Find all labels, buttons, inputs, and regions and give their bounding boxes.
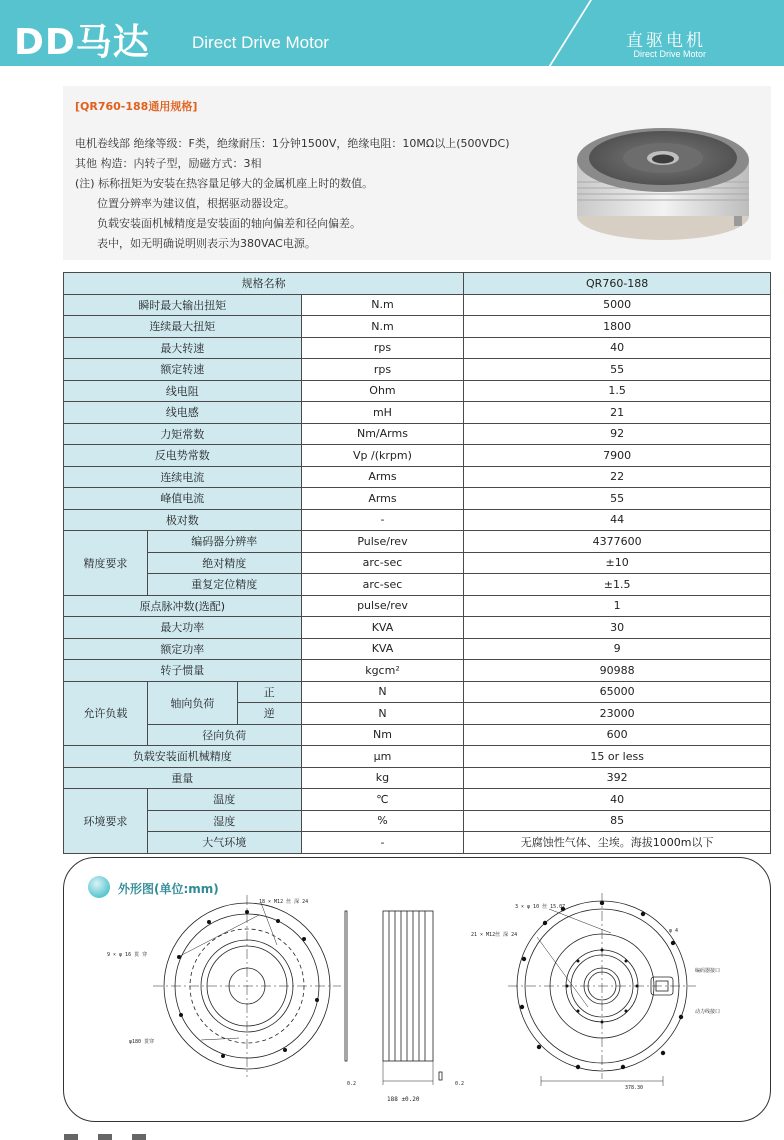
table-row [64,681,771,703]
spec-notes [75,134,575,254]
table-label-cell: 瞬时最大输出扭矩 [64,294,302,316]
table-cell: 92 [464,423,771,445]
table-cell: 30 [464,617,771,639]
table-cell: 1.5 [464,380,771,402]
table-label-cell: 重复定位精度 [147,574,301,596]
note-line: 其他 构造：内转子型，励磁方式：3相 [75,157,262,170]
table-row [64,660,771,682]
table-label-cell: 额定功率 [64,638,302,660]
label-height: 188 ±0.20 [387,1096,420,1103]
table-cell: ±10 [464,552,771,574]
table-row [64,574,771,596]
table-row [64,746,771,768]
table-row [64,531,771,553]
table-cell: 23000 [464,703,771,725]
table-label-cell: 轴向负荷 [147,681,237,724]
table-row [64,810,771,832]
table-label-cell: 重量 [64,767,302,789]
table-label-cell: 径向负荷 [147,724,301,746]
table-row [64,316,771,338]
note-line: (注) 标称扭矩为安装在热容量足够大的金属机座上时的数值。 [75,177,374,190]
table-label-cell: 线电阻 [64,380,302,402]
table-cell: 600 [464,724,771,746]
table-row [64,595,771,617]
table-cell: Nm/Arms [301,423,464,445]
note-line: 位置分辨率为建议值，根据驱动器设定。 [97,197,295,210]
table-row [64,638,771,660]
outline-drawing [63,857,771,1122]
table-cell: 392 [464,767,771,789]
table-row [64,359,771,381]
group-precision: 精度要求 [64,531,148,596]
table-label-cell: 连续最大扭矩 [64,316,302,338]
table-label-cell: 温度 [147,789,301,811]
table-cell: rps [301,337,464,359]
header-category-en: Direct Drive Motor [633,49,706,59]
table-label-cell: 连续电流 [64,466,302,488]
table-cell: 7900 [464,445,771,467]
table-cell: KVA [301,617,464,639]
header-category: 直驱电机 [626,31,706,51]
table-cell: 4377600 [464,531,771,553]
label-encoder-port: 编码器接口 [695,968,721,974]
table-cell: 90988 [464,660,771,682]
header-divider [541,0,592,78]
table-cell: 44 [464,509,771,531]
table-row [64,294,771,316]
table-cell: 40 [464,789,771,811]
table-cell: N.m [301,316,464,338]
table-label-cell: 反电势常数 [64,445,302,467]
table-cell: 无腐蚀性气体、尘埃。海拔1000m以下 [464,832,771,854]
table-row [64,402,771,424]
table-label-cell: 编码器分辨率 [147,531,301,553]
table-cell: arc-sec [301,574,464,596]
group-load: 允许负载 [64,681,148,746]
table-cell: kgcm² [301,660,464,682]
table-row [64,380,771,402]
motor-product-photo [568,108,758,243]
table-cell: - [301,509,464,531]
group-environment: 环境要求 [64,789,148,854]
table-label-cell: 负载安装面机械精度 [64,746,302,768]
table-cell: pulse/rev [301,595,464,617]
table-cell: Arms [301,466,464,488]
table-cell: 22 [464,466,771,488]
label-center-bore: φ180 贯穿 [129,1039,155,1045]
header-model: QR760-188 [464,273,771,295]
table-cell: Vp /(krpm) [301,445,464,467]
table-cell: Pulse/rev [301,531,464,553]
table-cell: 1 [464,595,771,617]
table-row [64,445,771,467]
label-holes-r2: 21 × M12丝 深 24 [471,932,518,938]
table-label-cell: 额定转速 [64,359,302,381]
table-label-cell: 线电感 [64,402,302,424]
table-row [64,337,771,359]
table-cell: N [301,703,464,725]
table-label-cell: 原点脉冲数(选配) [64,595,302,617]
table-cell: 85 [464,810,771,832]
table-cell: 40 [464,337,771,359]
table-label-cell: 最大转速 [64,337,302,359]
label-small-b: 0.2 [455,1081,465,1087]
table-row [64,466,771,488]
table-label-cell: 力矩常数 [64,423,302,445]
table-cell: 15 or less [464,746,771,768]
drawing-title: 外形图(单位:mm) [118,882,219,896]
table-cell: 55 [464,359,771,381]
label-holes-top: 18 × M12 丝 深 24 [259,899,309,905]
note-line: 电机卷线部 绝缘等级：F类，绝缘耐压：1分钟1500V，绝缘电阻：10MΩ以上(500VDC) [75,137,510,150]
table-row [64,509,771,531]
label-small-a: 0.2 [347,1081,357,1087]
brand-subtitle: Direct Drive Motor [192,33,329,52]
label-holes-r1: 3 × φ 10 丝 15.07 [515,904,566,910]
table-cell: mH [301,402,464,424]
label-power-port: 动力线接口 [695,1009,721,1015]
table-cell: ±1.5 [464,574,771,596]
table-cell: rps [301,359,464,381]
table-row [64,724,771,746]
table-cell: N.m [301,294,464,316]
label-holes-left: 9 × φ 16 贯 穿 [107,952,148,958]
table-cell: % [301,810,464,832]
label-width: 378.30 [625,1085,644,1091]
table-label-cell: 大气环境 [147,832,301,854]
spec-table [63,272,771,854]
brand-title: DD马达 [14,22,150,63]
header-spec-name: 规格名称 [64,273,464,295]
table-cell: 55 [464,488,771,510]
table-label-cell: 逆 [237,703,301,725]
page-header [0,0,784,66]
note-line: 表中，如无明确说明则表示为380VAC电源。 [97,237,316,250]
table-label-cell: 湿度 [147,810,301,832]
table-row [64,423,771,445]
table-row [64,832,771,854]
label-edge: φ 4 [669,928,679,934]
table-cell: kg [301,767,464,789]
table-row [64,617,771,639]
table-label-cell: 绝对精度 [147,552,301,574]
table-cell: 65000 [464,681,771,703]
table-label-cell: 转子惯量 [64,660,302,682]
table-row [64,488,771,510]
table-cell: Nm [301,724,464,746]
table-label-cell: 极对数 [64,509,302,531]
table-cell: 9 [464,638,771,660]
table-cell: 5000 [464,294,771,316]
table-cell: Arms [301,488,464,510]
table-row [64,767,771,789]
table-label-cell: 正 [237,681,301,703]
footer-decoration [64,1134,154,1140]
table-cell: N [301,681,464,703]
table-label-cell: 峰值电流 [64,488,302,510]
note-line: 负载安装面机械精度是安装面的轴向偏差和径向偏差。 [97,217,361,230]
table-cell: Ohm [301,380,464,402]
table-row [64,552,771,574]
table-cell: KVA [301,638,464,660]
table-label-cell: 最大功率 [64,617,302,639]
table-cell: μm [301,746,464,768]
table-row [64,789,771,811]
table-cell: arc-sec [301,552,464,574]
table-cell: 1800 [464,316,771,338]
table-header-row [64,273,771,295]
spec-title: [QR760-188通用规格] [75,100,198,113]
table-cell: - [301,832,464,854]
table-cell: 21 [464,402,771,424]
table-cell: ℃ [301,789,464,811]
